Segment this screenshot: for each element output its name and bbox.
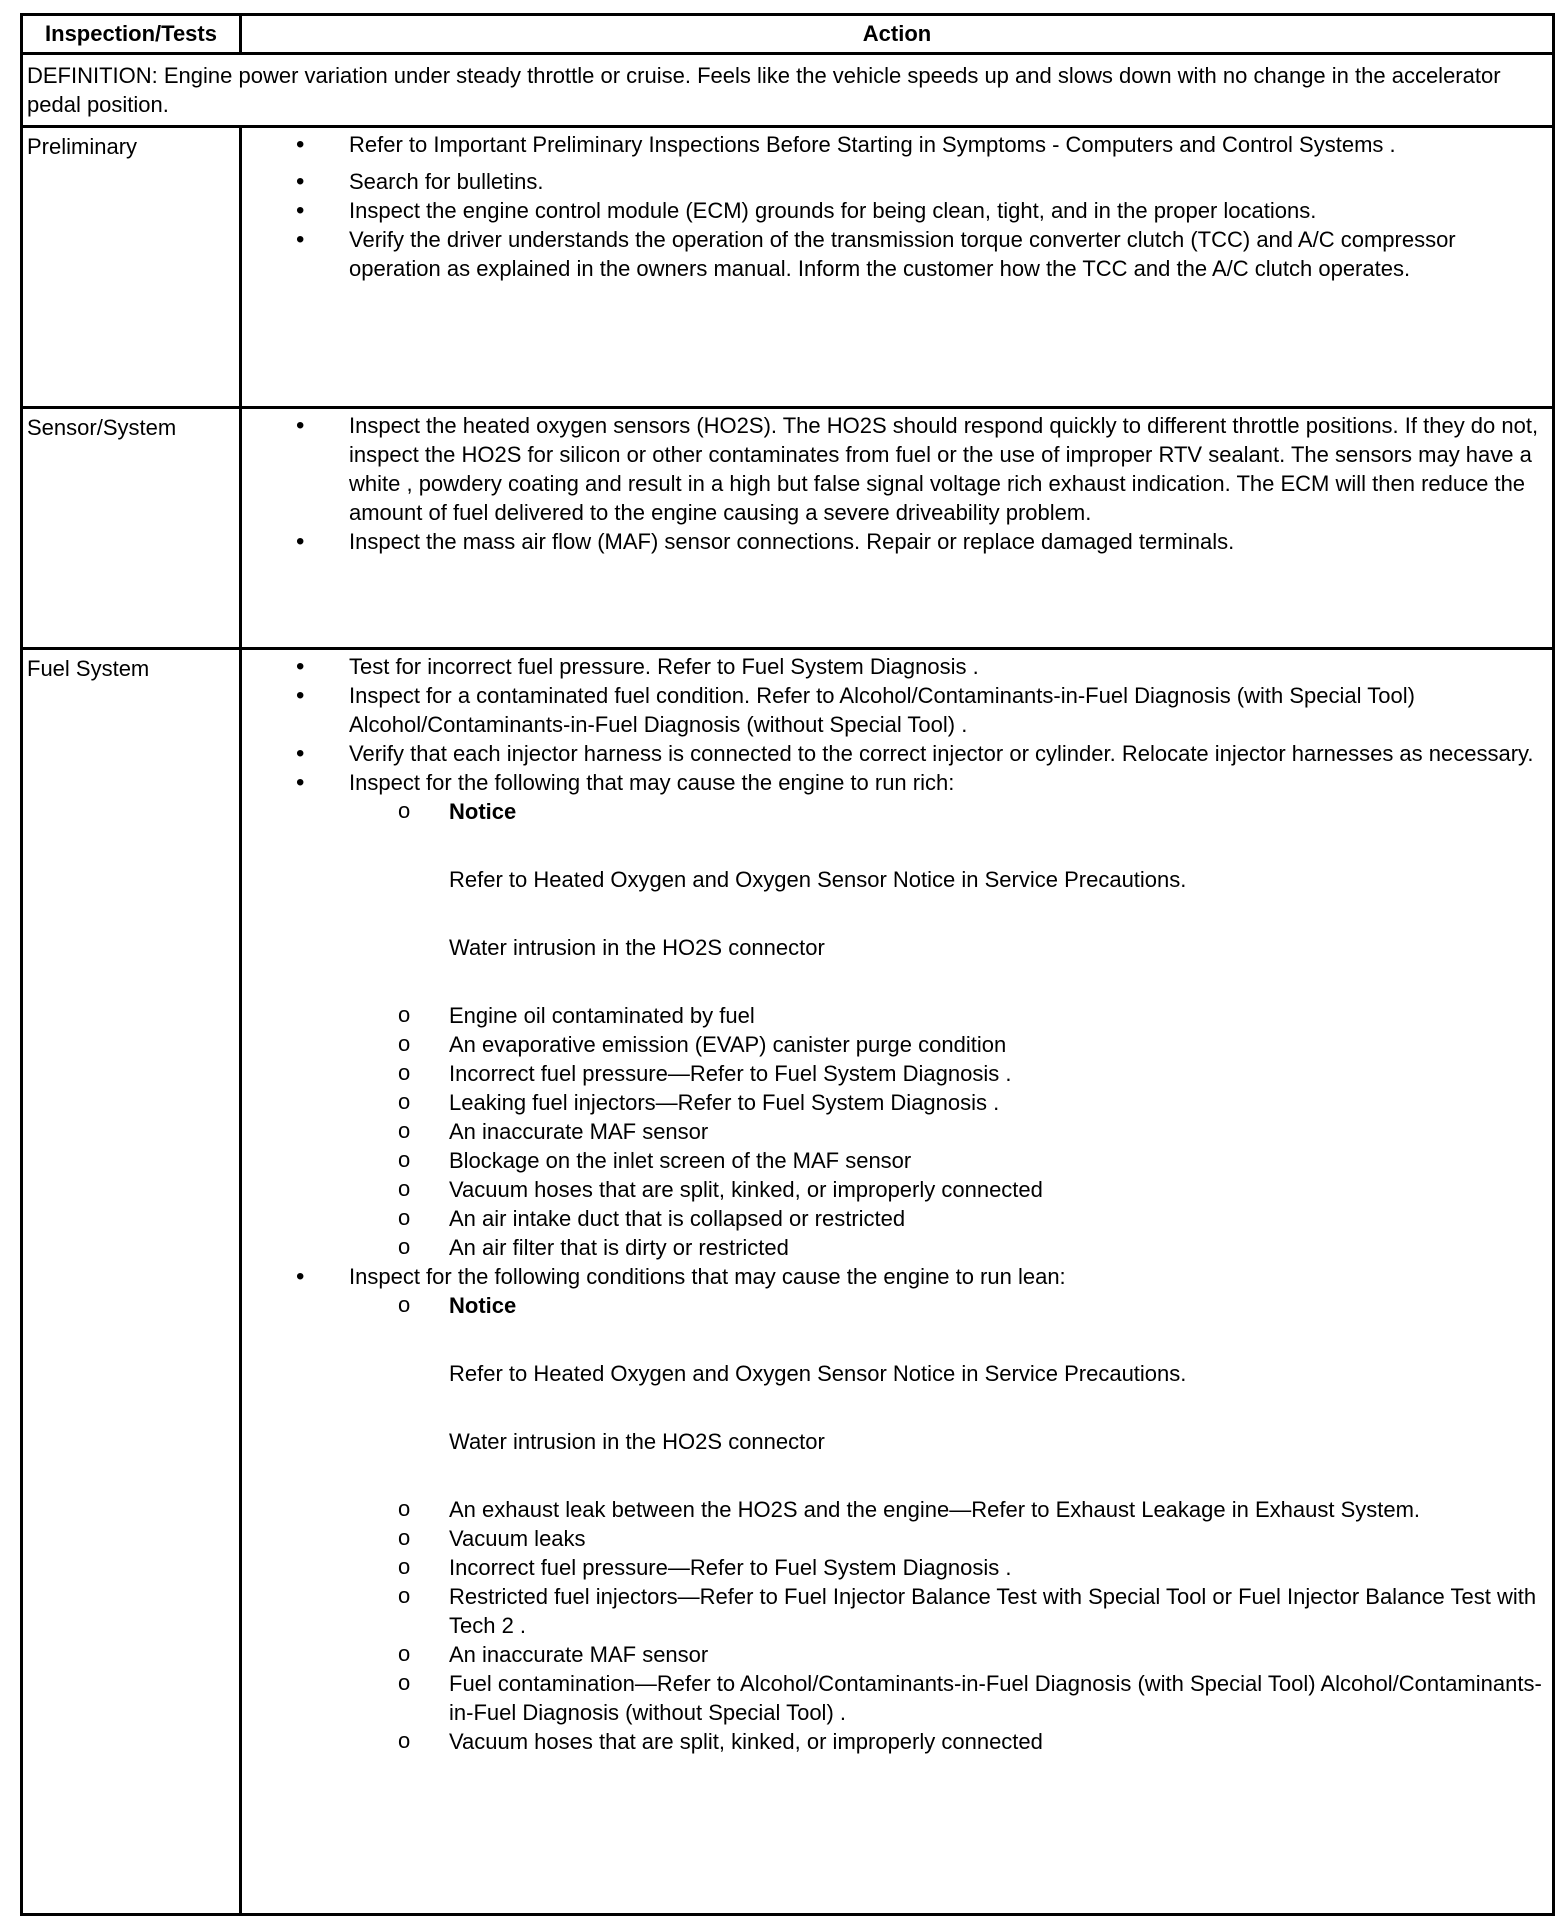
sub-list-item: o An exhaust leak between the HO2S and the engine—Refer to Exhaust Leakage in Exhaust System. bbox=[349, 1495, 1546, 1524]
sub-list-item: o Fuel contamination—Refer to Alcohol/Contaminants-in-Fuel Diagnosis (with Special Tool) Alcohol/Contaminants-in-Fuel Diagnosis (without Special Tool) . bbox=[349, 1669, 1546, 1727]
list-item: • Search for bulletins. bbox=[242, 167, 1546, 196]
sub-list-item: o An air intake duct that is collapsed or restricted bbox=[349, 1204, 1546, 1233]
list-item: • Test for incorrect fuel pressure. Refer to Fuel System Diagnosis . bbox=[242, 652, 1546, 681]
list-item-run-rich bbox=[242, 768, 1546, 1262]
row-label-sensor-system: Sensor/System bbox=[22, 408, 241, 649]
row-label-fuel-system: Fuel System bbox=[22, 649, 241, 1915]
bullet-list bbox=[242, 411, 1546, 556]
sub-list-item: o Leaking fuel injectors—Refer to Fuel System Diagnosis . bbox=[349, 1088, 1546, 1117]
definition-text: DEFINITION: Engine power variation under steady throttle or cruise. Feels like the vehicle speeds up and slows down with no change in the accelerator pedal position. bbox=[22, 54, 1554, 127]
list-item: • Inspect the heated oxygen sensors (HO2S). The HO2S should respond quickly to different throttle positions. If they do not, inspect the HO2S for silicon or other contaminates from fuel or the use of improper RTV sealant. The sensors may have a white , powdery coating and result in a high but false signal voltage rich exhaust indication. The ECM will then reduce the amount of fuel delivered to the engine causing a severe driveability problem. bbox=[242, 411, 1546, 527]
diagnostic-table bbox=[20, 13, 1555, 1916]
list-item: • Refer to Important Preliminary Inspections Before Starting in Symptoms - Computers and Control Systems . bbox=[242, 130, 1546, 159]
notice-text: Refer to Heated Oxygen and Oxygen Sensor Notice in Service Precautions. bbox=[449, 1361, 1187, 1386]
list-item: • Inspect for a contaminated fuel condition. Refer to Alcohol/Contaminants-in-Fuel Diagnosis (with Special Tool) Alcohol/Contaminants-in-Fuel Diagnosis (without Special Tool) . bbox=[242, 681, 1546, 739]
notice-text: Refer to Heated Oxygen and Oxygen Sensor Notice in Service Precautions. bbox=[449, 867, 1187, 892]
sub-list-item: o Vacuum hoses that are split, kinked, or improperly connected bbox=[349, 1175, 1546, 1204]
list-item: • Inspect the mass air flow (MAF) sensor connections. Repair or replace damaged terminals. bbox=[242, 527, 1546, 556]
sub-list-item: o Vacuum hoses that are split, kinked, or improperly connected bbox=[349, 1727, 1546, 1756]
notice-title: o Notice bbox=[449, 1293, 517, 1318]
table-header-row bbox=[22, 15, 1554, 54]
list-item: • Verify that each injector harness is connected to the correct injector or cylinder. Relocate injector harnesses as necessary. bbox=[242, 739, 1546, 768]
sub-list-run-lean bbox=[349, 1291, 1546, 1756]
notice-item: Water intrusion in the HO2S connector bbox=[449, 935, 825, 960]
definition-row bbox=[22, 54, 1554, 127]
sub-list-item: o An evaporative emission (EVAP) canister purge condition bbox=[349, 1030, 1546, 1059]
bullet-list bbox=[242, 130, 1546, 283]
sub-list-run-rich bbox=[349, 797, 1546, 1262]
sub-list-item: o Engine oil contaminated by fuel bbox=[349, 1001, 1546, 1030]
list-item: • Inspect the engine control module (ECM) grounds for being clean, tight, and in the proper locations. bbox=[242, 196, 1546, 225]
bullet-list bbox=[242, 652, 1546, 1756]
row-actions-sensor-system bbox=[241, 408, 1554, 649]
list-item-run-lean bbox=[242, 1262, 1546, 1756]
sub-list-item-notice bbox=[349, 797, 1546, 962]
table-row-fuel-system bbox=[22, 649, 1554, 1915]
run-lean-intro: Inspect for the following conditions that may cause the engine to run lean: bbox=[349, 1264, 1066, 1289]
row-label-preliminary: Preliminary bbox=[22, 127, 241, 408]
sub-list-item: o Incorrect fuel pressure—Refer to Fuel System Diagnosis . bbox=[349, 1553, 1546, 1582]
sub-list-item: o An inaccurate MAF sensor bbox=[349, 1117, 1546, 1146]
document-page bbox=[20, 13, 1552, 1916]
sub-list-item: o Restricted fuel injectors—Refer to Fuel Injector Balance Test with Special Tool or Fuel Injector Balance Test with Tech 2 . bbox=[349, 1582, 1546, 1640]
list-item: • Verify the driver understands the operation of the transmission torque converter clutch (TCC) and A/C compressor operation as explained in the owners manual. Inform the customer how the TCC and the A/C clutch operates. bbox=[242, 225, 1546, 283]
column-header-inspection-tests: Inspection/Tests bbox=[22, 15, 241, 54]
sub-list-item: o An inaccurate MAF sensor bbox=[349, 1640, 1546, 1669]
row-actions-fuel-system bbox=[241, 649, 1554, 1915]
run-rich-intro: Inspect for the following that may cause the engine to run rich: bbox=[349, 770, 955, 795]
sub-list-item: o Blockage on the inlet screen of the MAF sensor bbox=[349, 1146, 1546, 1175]
notice-item: Water intrusion in the HO2S connector bbox=[449, 1429, 825, 1454]
sub-list-item: o Vacuum leaks bbox=[349, 1524, 1546, 1553]
table-row-sensor-system bbox=[22, 408, 1554, 649]
sub-list-item: o Incorrect fuel pressure—Refer to Fuel System Diagnosis . bbox=[349, 1059, 1546, 1088]
table-row-preliminary bbox=[22, 127, 1554, 408]
notice-title: o Notice bbox=[449, 799, 517, 824]
sub-list-item: o An air filter that is dirty or restricted bbox=[349, 1233, 1546, 1262]
sub-list-item-notice bbox=[349, 1291, 1546, 1456]
column-header-action: Action bbox=[241, 15, 1554, 54]
row-actions-preliminary bbox=[241, 127, 1554, 408]
